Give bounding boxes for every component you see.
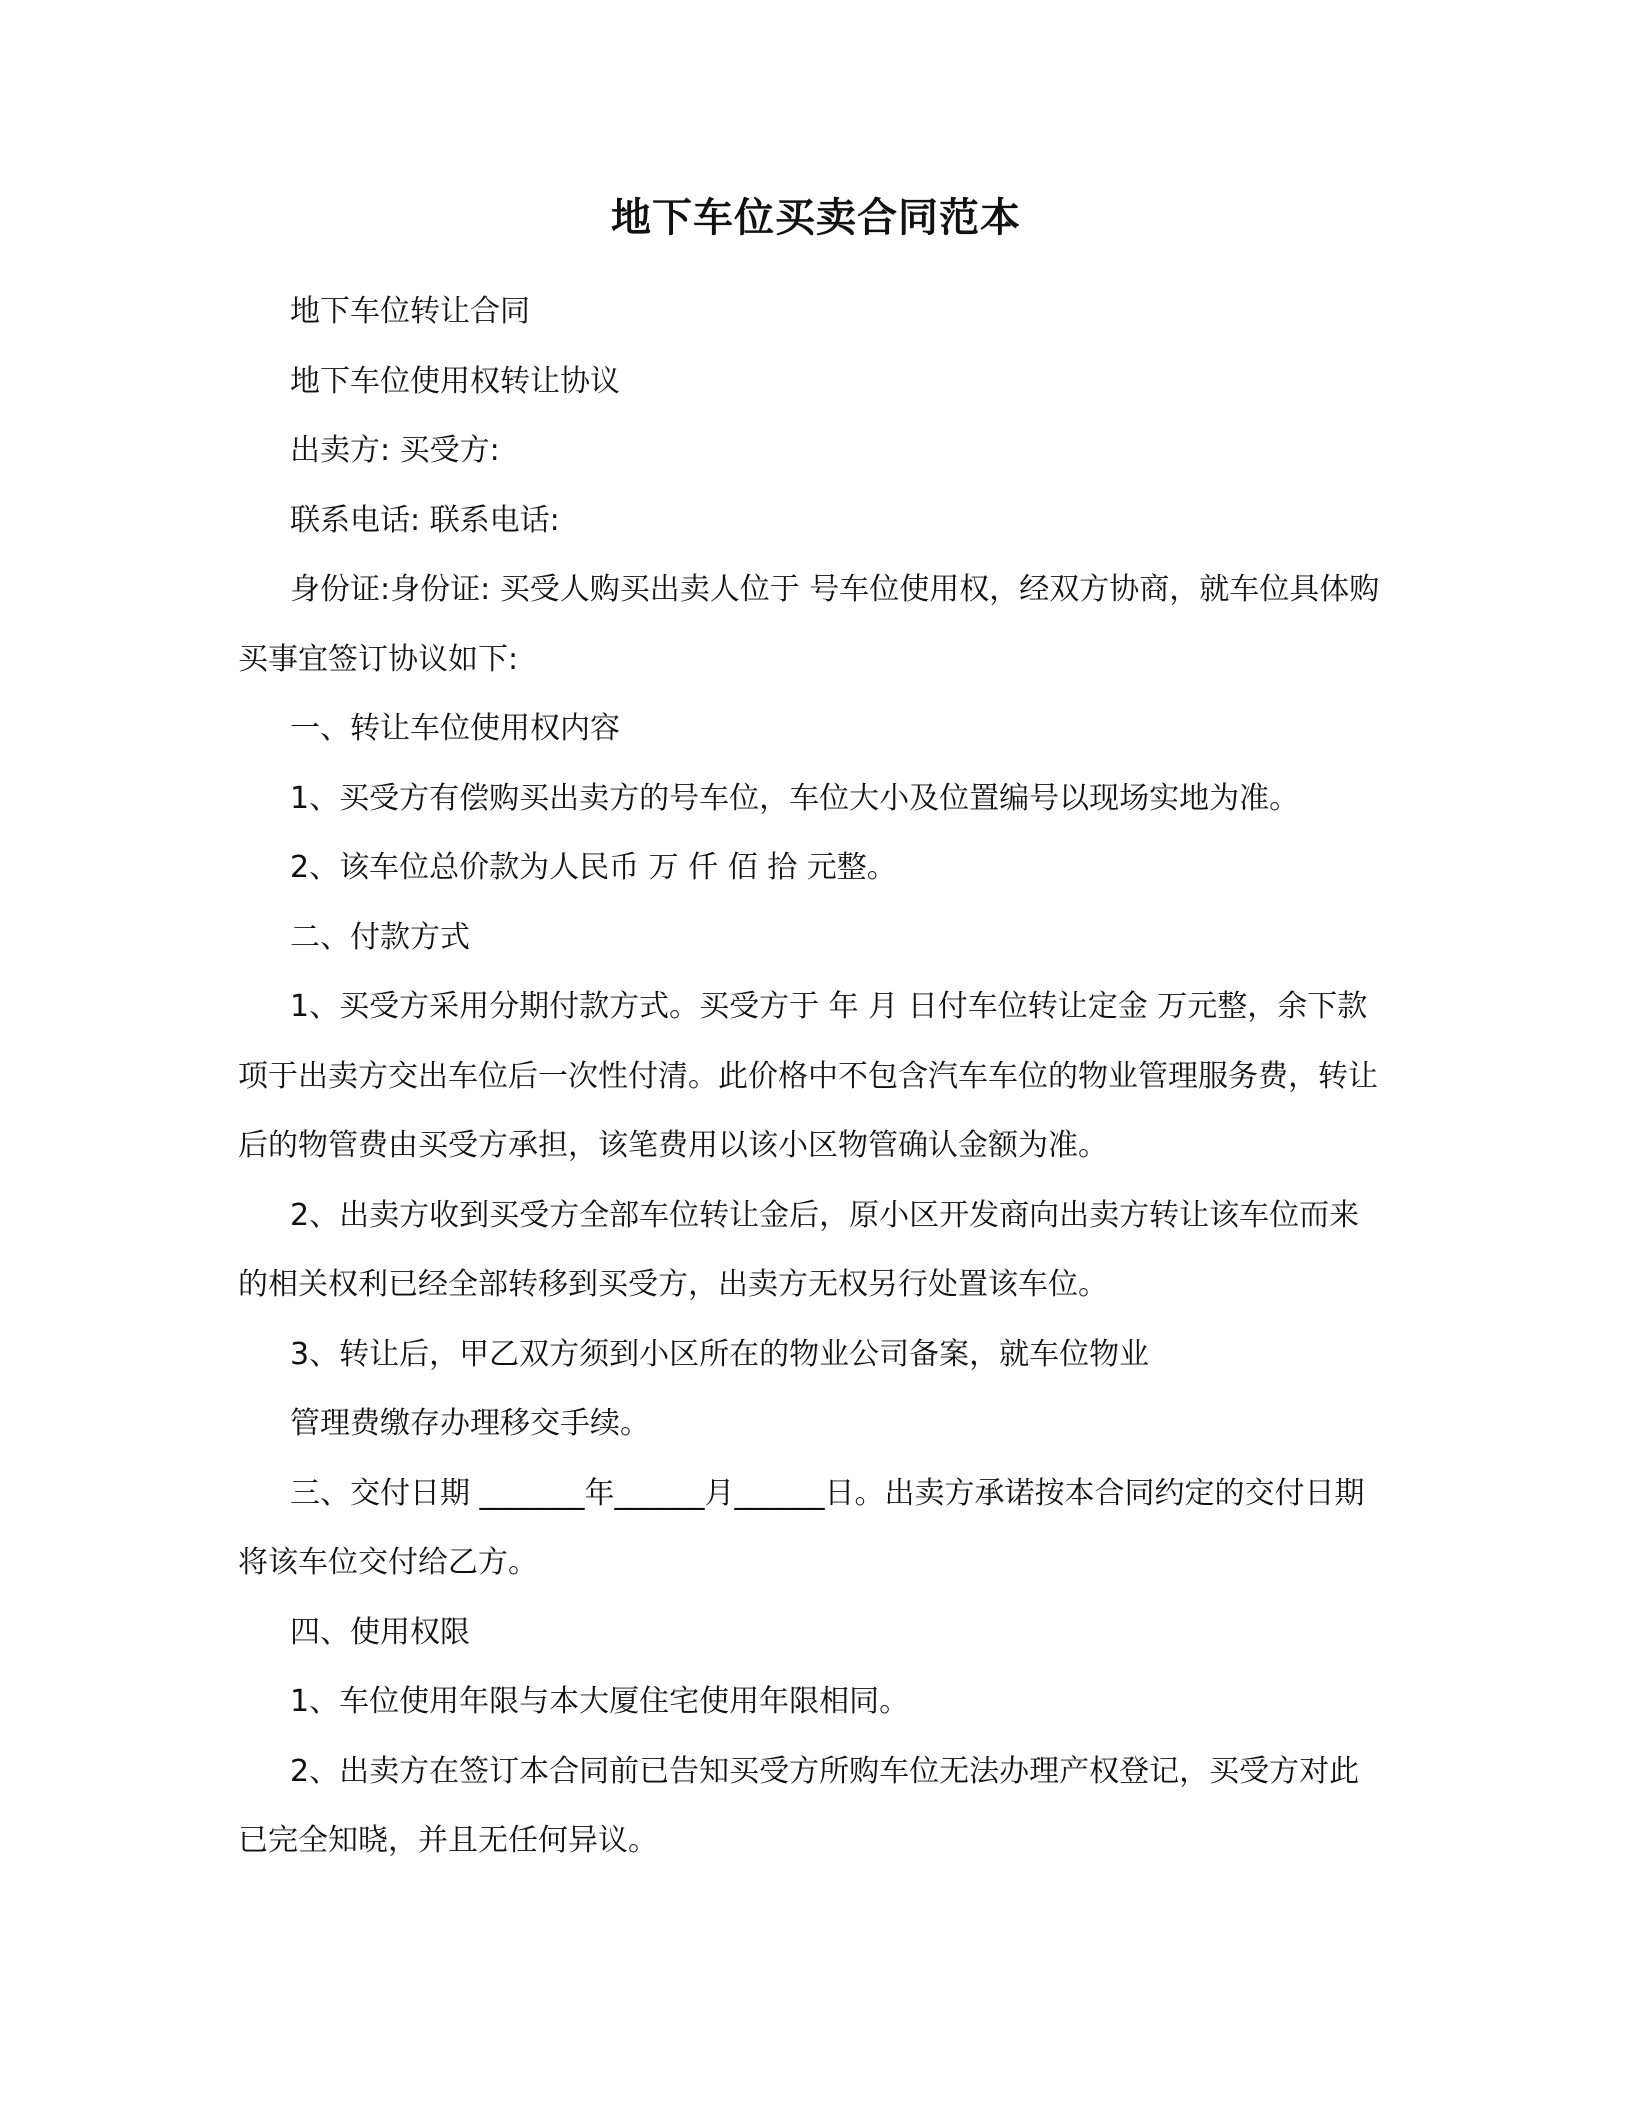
paragraph: 2、出卖方收到买受方全部车位转让金后，原小区开发商向出卖方转让该车位而来的相关权利已经全部转移到买受方，出卖方无权另行处置该车位。: [238, 1197, 1360, 1302]
paragraph: 1、买受方有偿购买出卖方的号车位，车位大小及位置编号以现场实地为准。: [290, 780, 1300, 816]
paragraph: 地下车位使用权转让协议: [290, 363, 620, 399]
section-heading: 二、付款方式: [290, 919, 470, 955]
paragraph: 3、转让后，甲乙双方须到小区所在的物业公司备案，就车位物业: [290, 1336, 1150, 1372]
paragraph: 地下车位转让合同: [290, 294, 530, 329]
document-body: [238, 277, 1388, 1876]
paragraph: 1、买受方采用分期付款方式。买受方于 年 月 日付车位转让定金 万元整，余下款项于出卖方交出车位后一次性付清。此价格中不包含汽车车位的物业管理服务费，转让后的物管费由买受方承担，该笔费用以该小区物管确认金额为准。: [238, 989, 1378, 1163]
paragraph: 身份证:身份证: 买受人购买出卖人位于 号车位使用权，经双方协商，就车位具体购买事宜签订协议如下:: [238, 572, 1380, 677]
paragraph: 联系电话: 联系电话:: [290, 502, 560, 538]
paragraph: 管理费缴存办理移交手续。: [290, 1406, 650, 1441]
paragraph: 2、该车位总价款为人民币 万 仟 佰 拾 元整。: [290, 850, 897, 885]
paragraph: 1、车位使用年限与本大厦住宅使用年限相同。: [290, 1684, 910, 1719]
document-title: 地下车位买卖合同范本: [611, 195, 1021, 241]
paragraph: 2、出卖方在签订本合同前已告知买受方所购车位无法办理产权登记，买受方对此已完全知晓，并且无任何异议。: [238, 1753, 1360, 1858]
section-heading: 三、交付日期 _______年______月______日。出卖方承诺按本合同约定的交付日期将该车位交付给乙方。: [238, 1475, 1365, 1580]
section-heading: 一、转让车位使用权内容: [290, 711, 620, 746]
paragraph: 出卖方: 买受方:: [290, 433, 500, 468]
section-heading: 四、使用权限: [290, 1614, 470, 1650]
